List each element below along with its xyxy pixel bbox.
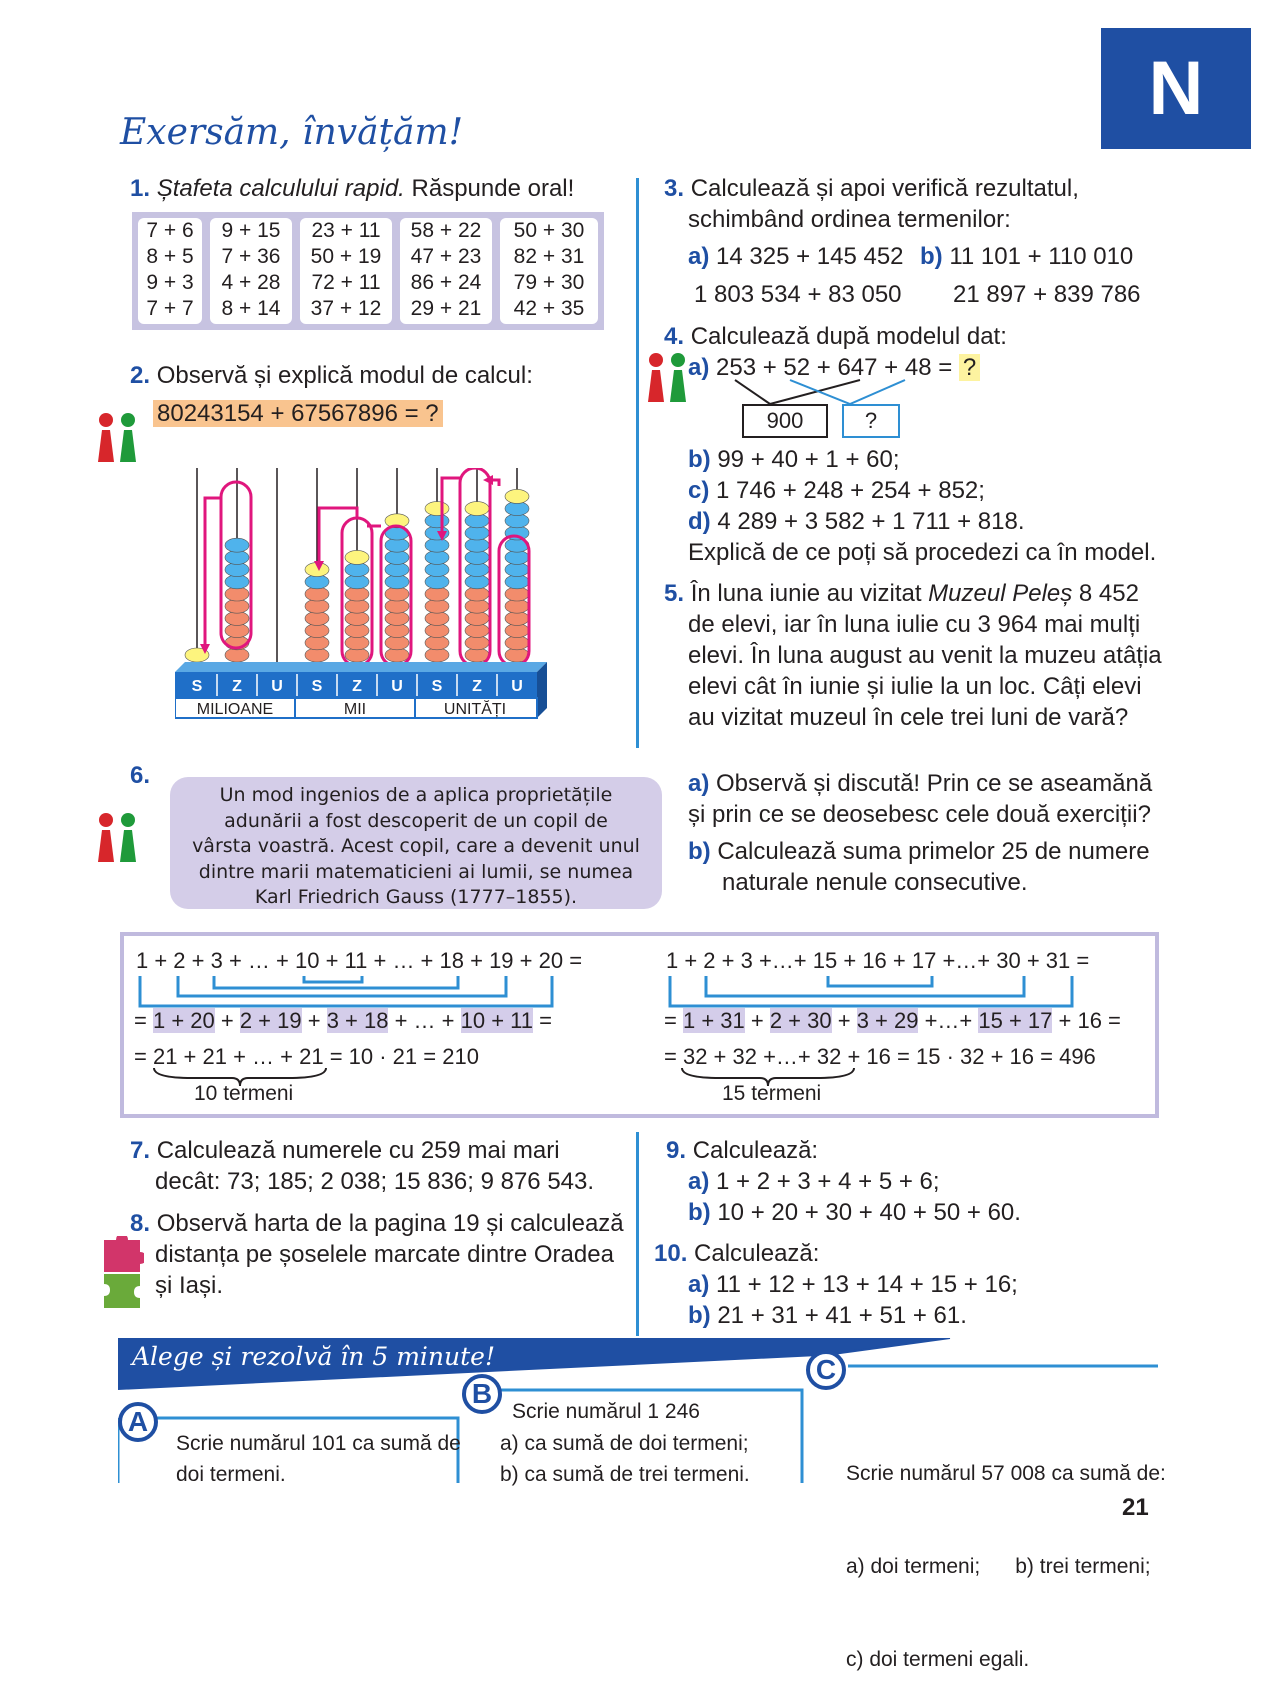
exercise-number: 3. (664, 175, 685, 202)
option-line: doi termeni. (176, 1463, 286, 1486)
place-letter: Z (352, 678, 362, 695)
exercise-number: 9. (666, 1137, 687, 1164)
addition: 1 + 2 + 3 + 4 + 5 + 6; (716, 1168, 940, 1195)
exercise-number: 5. (664, 580, 685, 607)
result-box: 900 (742, 404, 828, 438)
gauss-right-brackets (666, 972, 1086, 1012)
gauss-left-line1: 1 + 2 + 3 + … + 10 + 11 + … + 18 + 19 + 20 = (136, 948, 583, 973)
option-c-badge: C (806, 1350, 846, 1390)
problem-text: În luna iunie au vizitat (690, 580, 929, 607)
item-label: a) (688, 1168, 710, 1195)
result-box-unknown: ? (842, 404, 900, 438)
exercise-1-italic: Ștafeta calculului rapid. (156, 175, 405, 202)
unknown-mark: ? (959, 354, 980, 381)
option-c-text (846, 1396, 1166, 1706)
addition: 4 289 + 3 582 + 1 711 + 818. (717, 508, 1025, 535)
relay-item: 8 + 5 (146, 245, 194, 268)
abacus-bead (225, 538, 249, 552)
relay-item: 72 + 11 (311, 271, 381, 294)
place-letter: Z (232, 678, 242, 695)
question-text: naturale nenule consecutive. (722, 869, 1028, 896)
relay-item: 7 + 7 (146, 297, 194, 320)
relay-item: 7 + 36 (221, 245, 281, 268)
relay-table (132, 212, 604, 330)
pawns-icon (90, 810, 146, 866)
relay-item: 29 + 21 (410, 297, 482, 320)
exercise-9b (688, 1199, 1021, 1227)
pair-highlight: 2 + 19 (239, 1008, 302, 1033)
challenge-title: Alege și rezolvă în 5 minute! (132, 1342, 495, 1371)
page-heading: Exersăm, învățăm! (120, 112, 464, 153)
eq-part: = (664, 1008, 683, 1033)
option-b-text (500, 1428, 750, 1490)
exercise-number: 2. (130, 362, 151, 389)
relay-item: 23 + 11 (311, 219, 381, 242)
eq-part: + (301, 1008, 327, 1033)
exercise-4-title (664, 323, 1007, 351)
info-line: Un mod ingenios de a aplica proprietățile (219, 784, 613, 806)
gauss-left-line3: = 21 + 21 + … + 21 = 10 · 21 = 210 (134, 1044, 479, 1069)
group-label-thousands: MII (343, 701, 367, 718)
eq-part: + (744, 1008, 770, 1033)
relay-column (210, 218, 292, 324)
exercise-8-text: distanța pe șoselele marcate dintre Oradea (155, 1241, 614, 1268)
puzzle-icon (100, 1236, 144, 1310)
option-b-line: Scrie numărul 1 246 (512, 1400, 700, 1423)
relay-item: 86 + 24 (410, 271, 482, 294)
place-letter: U (511, 678, 523, 695)
addition: 99 + 40 + 1 + 60; (717, 446, 900, 473)
exercise-8-text: și Iași. (155, 1272, 224, 1299)
exercise-4-explain: Explică de ce poți să procedezi ca în model. (688, 539, 1157, 566)
exercise-7-text: Calculează numerele cu 259 mai mari (156, 1137, 560, 1164)
item-label: d) (688, 508, 711, 535)
relay-item: 42 + 35 (513, 297, 585, 320)
museum-name: Muzeul Peleș (928, 580, 1073, 607)
pawns-icon (90, 410, 146, 466)
exercise-3-text: Calculează și apoi verifică rezultatul, (690, 175, 1079, 202)
model-expression: 253 + 52 + 647 + 48 = (716, 354, 953, 381)
exercise-10a (688, 1271, 1018, 1299)
eq-part: = (134, 1008, 153, 1033)
gauss-right-line3: = 32 + 32 +…+ 32 + 16 = 15 · 32 + 16 = 496 (664, 1044, 1096, 1069)
relay-item: 50 + 19 (310, 245, 382, 268)
option-line: c) doi termeni egali. (846, 1648, 1030, 1671)
pair-highlight: 1 + 20 (152, 1008, 215, 1033)
relay-item: 79 + 30 (513, 271, 585, 294)
item-label: b) (920, 243, 943, 270)
pair-highlight: 15 + 17 (978, 1008, 1053, 1033)
item-label: b) (688, 1302, 711, 1329)
eq-part: + (214, 1008, 240, 1033)
gauss-right-line2 (664, 1008, 1121, 1034)
exercise-number: 4. (664, 323, 685, 350)
option-line: Scrie numărul 57 008 ca sumă de: (846, 1462, 1166, 1485)
relay-item: 7 + 6 (146, 219, 194, 242)
item-label: a) (688, 354, 710, 381)
exercise-2-expression (153, 400, 443, 428)
relay-column (138, 218, 202, 324)
option-line: b) ca sumă de trei termeni. (500, 1463, 750, 1486)
info-line: vârsta voastră. Acest copil, care a devenit unul (192, 835, 640, 857)
problem-text: elevi cât în iunie și iulie la un loc. Câți elevi (688, 673, 1142, 700)
exercise-number: 7. (130, 1137, 151, 1164)
exercise-2-text: Observă și explică modul de calcul: (156, 362, 533, 389)
option-b-badge: B (462, 1374, 502, 1414)
exercise-2-title (130, 362, 533, 390)
group-label-units: UNITĂȚI (443, 701, 507, 718)
gauss-right-line1: 1 + 2 + 3 +…+ 15 + 16 + 17 +…+ 30 + 31 = (666, 948, 1090, 973)
exercise-4-text: Calculează după modelul dat: (690, 323, 1007, 350)
exercise-number: 10. (654, 1240, 688, 1267)
section-badge: N (1101, 28, 1251, 149)
page-number: 21 (1122, 1494, 1149, 1521)
info-line: adunării a fost descoperit de un copil de (224, 809, 608, 832)
place-letter: S (311, 678, 323, 695)
item-label: b) (688, 446, 711, 473)
column-divider-top (636, 178, 639, 748)
place-letter: S (431, 678, 443, 695)
abacus-illustration (175, 468, 555, 736)
place-letter: U (391, 678, 403, 695)
pair-highlight: 2 + 30 (769, 1008, 832, 1033)
exercise-1-title (130, 175, 574, 203)
item-label: b) (688, 1199, 711, 1226)
exercise-10-title (654, 1240, 819, 1268)
exercise-8-text: Observă harta de la pagina 19 și calculează (156, 1210, 624, 1237)
question-text: Calculează suma primelor 25 de numere (717, 838, 1150, 865)
exercise-4c (688, 477, 985, 505)
abacus-bead (425, 550, 449, 564)
pair-highlight: 3 + 18 (326, 1008, 389, 1033)
addition: 21 + 31 + 41 + 51 + 61. (717, 1302, 967, 1329)
exercise-number: 8. (130, 1210, 151, 1237)
relay-column (500, 218, 598, 324)
abacus-bead (225, 550, 249, 564)
pair-highlight: 3 + 29 (856, 1008, 919, 1033)
item-label: c) (688, 477, 710, 504)
relay-item: 4 + 28 (221, 271, 281, 294)
relay-item: 8 + 14 (221, 297, 281, 320)
brace-label: 10 termeni (194, 1082, 294, 1105)
eq-part: + 16 = (1052, 1008, 1121, 1033)
exercise-7-line (130, 1137, 560, 1165)
problem-text: 8 452 (1072, 580, 1139, 607)
gauss-info-box (170, 777, 662, 909)
question-text: și prin ce se deosebesc cele două exerciții? (688, 801, 1151, 828)
abacus-bead (465, 502, 489, 516)
addition: 1 746 + 248 + 254 + 852; (716, 477, 985, 504)
addition: 11 101 + 110 010 (949, 243, 1134, 270)
gauss-left-line2 (134, 1008, 552, 1034)
place-letter: S (191, 678, 203, 695)
exercise-6b (688, 838, 1150, 866)
abacus-bead (425, 502, 449, 516)
relay-item: 82 + 31 (513, 245, 585, 268)
info-line: Karl Friedrich Gauss (1777–1855). (254, 886, 578, 908)
addition: 11 + 12 + 13 + 14 + 15 + 16; (716, 1271, 1018, 1298)
relay-item: 9 + 15 (221, 219, 281, 242)
eq-part: +…+ (918, 1008, 979, 1033)
relay-item: 9 + 3 (146, 271, 194, 294)
gauss-left-brackets (136, 972, 576, 1012)
relay-column (300, 218, 392, 324)
relay-column (400, 218, 492, 324)
pair-highlight: 10 + 11 (460, 1008, 534, 1033)
exercise-4b (688, 446, 899, 474)
abacus-bead (505, 502, 529, 516)
abacus-bead (345, 550, 369, 564)
addition: 1 803 534 + 83 050 (694, 281, 902, 308)
relay-item: 58 + 22 (410, 219, 482, 242)
problem-text: elevi. În luna august au venit la muzeu atâția (688, 642, 1162, 669)
abacus-bead (505, 550, 529, 564)
exercise-number: 6. (130, 762, 151, 789)
option-line: a) ca sumă de doi termeni; (500, 1432, 749, 1455)
option-a-text (176, 1428, 461, 1490)
eq-part: + … + (388, 1008, 461, 1033)
eq-part: = (533, 1008, 552, 1033)
exercise-10-text: Calculează: (694, 1240, 820, 1267)
option-line: Scrie numărul 101 ca sumă de (176, 1432, 461, 1455)
place-letter: U (271, 678, 283, 695)
exercise-9a (688, 1168, 940, 1196)
abacus-bead (385, 550, 409, 564)
exercise-9-text: Calculează: (692, 1137, 819, 1164)
exercise-1-instruction: Răspunde oral! (404, 175, 575, 202)
eq-part: + (831, 1008, 857, 1033)
relay-item: 47 + 23 (410, 245, 482, 268)
column-divider-bottom (636, 1132, 639, 1336)
exercise-8-line (130, 1210, 624, 1238)
exercise-10b (688, 1302, 967, 1330)
abacus-bead (505, 489, 529, 503)
exercise-4d (688, 508, 1025, 536)
item-label: a) (688, 1271, 710, 1298)
exercise-6a (688, 770, 1152, 798)
problem-text: au vizitat muzeul în cele trei luni de vară? (688, 704, 1129, 731)
pair-highlight: 1 + 31 (682, 1008, 745, 1033)
problem-text: de elevi, iar în luna iulie cu 3 964 mai mulți (688, 611, 1141, 638)
option-line: a) doi termeni; b) trei termeni; (846, 1555, 1151, 1578)
abacus-bead (465, 550, 489, 564)
exercise-3a (688, 243, 904, 271)
exercise-7-text: decât: 73; 185; 2 038; 15 836; 9 876 543. (155, 1168, 595, 1195)
highlighted-expression: 80243154 + 67567896 = ? (153, 400, 443, 427)
addition: 14 325 + 145 452 (716, 243, 904, 270)
option-a-badge: A (118, 1402, 158, 1442)
exercise-5-line (664, 580, 1139, 608)
info-line: dintre marii matematicieni ai lumii, se numea (198, 860, 634, 883)
place-letter: Z (472, 678, 482, 695)
question-text: Observă și discută! Prin ce se aseamănă (716, 770, 1153, 797)
exercise-3-title (664, 175, 1079, 203)
addition: 10 + 20 + 30 + 40 + 50 + 60. (717, 1199, 1021, 1226)
item-label: a) (688, 243, 710, 270)
exercise-9-title (666, 1137, 818, 1165)
group-label-millions: MILIOANE (196, 701, 274, 718)
abacus-place-letters (192, 674, 523, 696)
brace-label: 15 termeni (722, 1082, 822, 1105)
item-label: a) (688, 770, 710, 797)
relay-item: 37 + 12 (310, 297, 382, 320)
exercise-3b (920, 243, 1133, 271)
addition: 21 897 + 839 786 (953, 281, 1141, 308)
item-label: b) (688, 838, 711, 865)
exercise-3-text: schimbând ordinea termenilor: (688, 206, 1011, 233)
relay-item: 50 + 30 (513, 219, 585, 242)
exercise-number: 1. (130, 175, 151, 202)
